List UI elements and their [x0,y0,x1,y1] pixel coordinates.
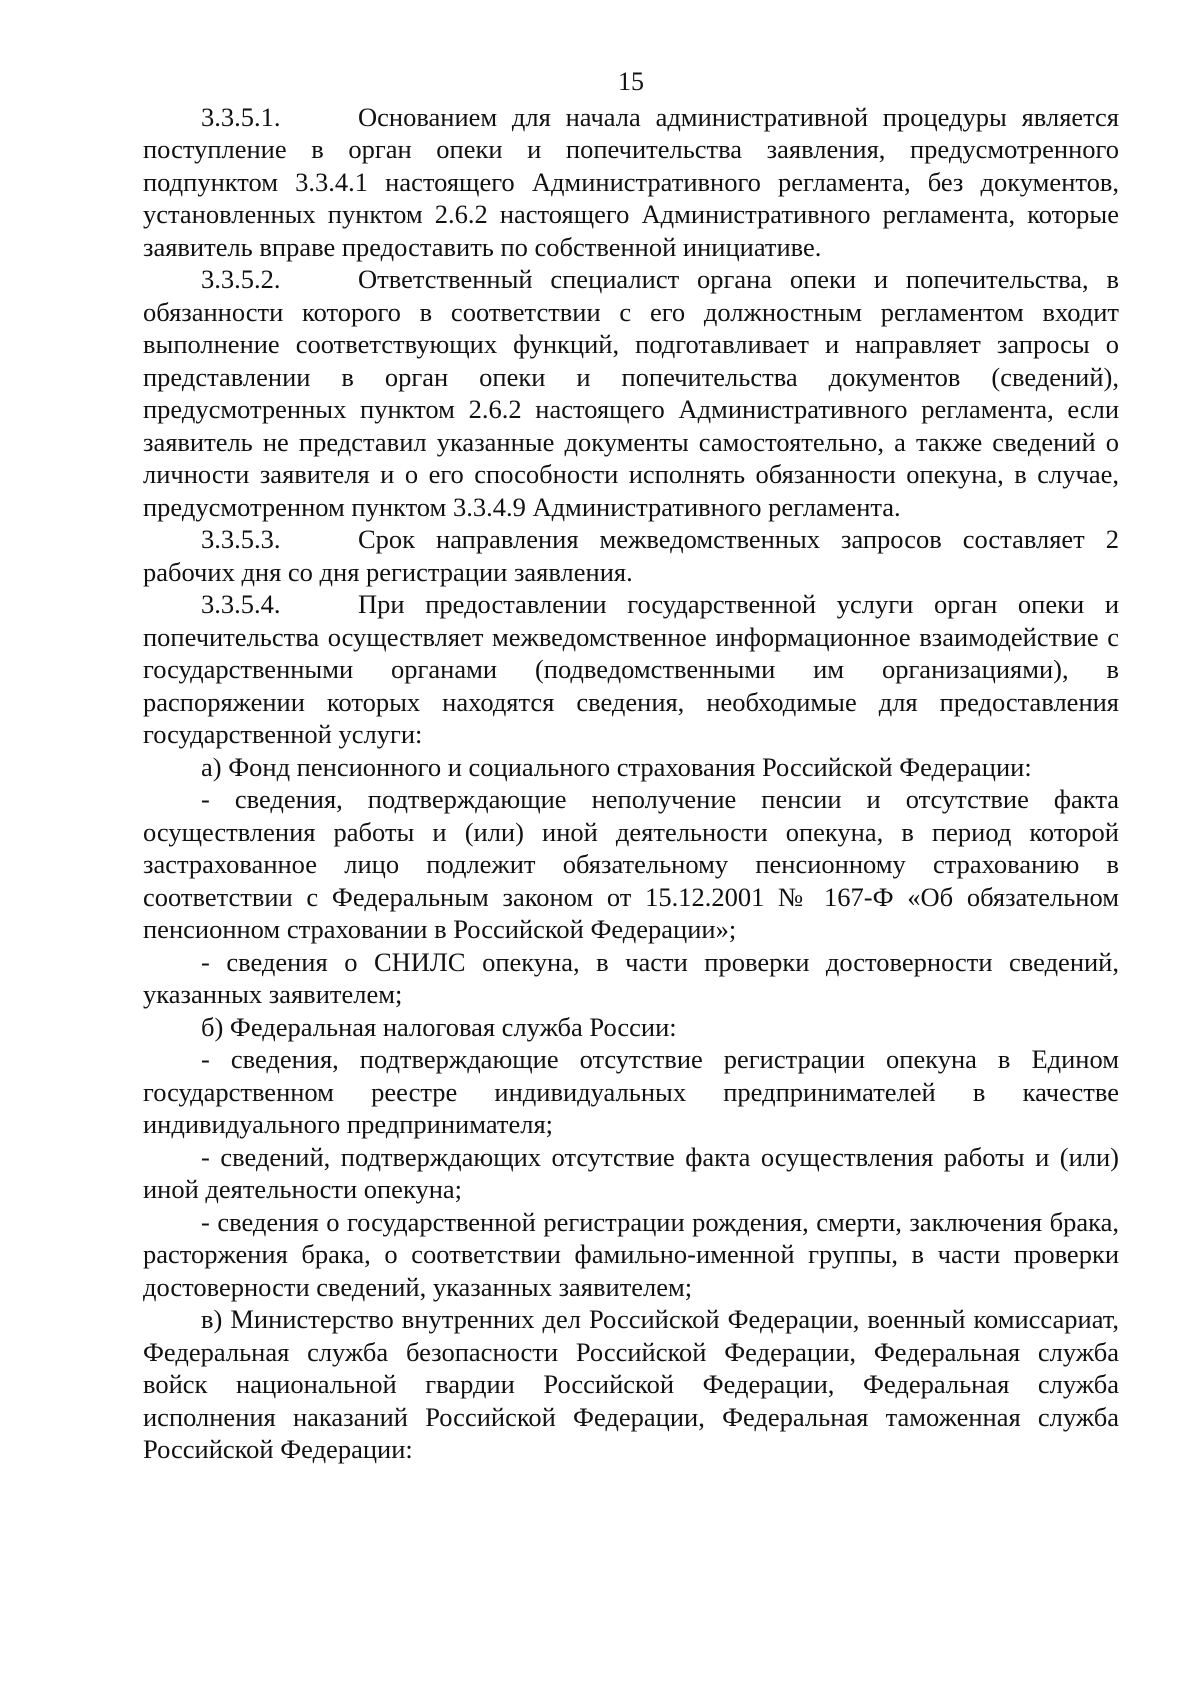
paragraph-3-3-5-3 [143,523,1119,588]
list-item: - сведения, подтверждающие неполучение пенсии и отсутствие факта осуществления работы и (или) иной деятельности опекуна, в период которой застрахованное лицо подлежит обязательному пенсионному страхованию в соответствии с Федеральным законом от 15.12.2001 № 167-Ф «Об обязательном пенсионном страховании в Российской Федерации»; [143,784,1119,944]
clause-number: 3.3.5.3. [201,524,281,554]
list-item: в) Министерство внутренних дел Российской Федерации, военный комиссариат, Федеральная служба безопасности Российской Федерации, Федеральная служба войск национальной гвардии Российской Федерации, Федеральная служба исполнения наказаний Российской Федерации, Федеральная таможенная служба Российской Федерации: [143,1304,1119,1464]
list-item: б) Федеральная налоговая служба России: [201,1011,677,1042]
paragraph-3-3-5-2 [143,263,1119,523]
paragraph-3-3-5-1 [143,101,1119,264]
list-item: - сведения, подтверждающие отсутствие регистрации опекуна в Едином государственном реестре индивидуальных предпринимателей в качестве индивидуального предпринимателя; [143,1044,1119,1139]
page-number: 15 [618,67,644,96]
clause-number: 3.3.5.1. [201,101,281,132]
paragraph-text: Срок направления межведомственных запросов составляет 2 рабочих дня со дня регистрации заявления. [143,524,1119,587]
document-page [143,66,1119,1466]
paragraph-text: Ответственный специалист органа опеки и попечительства, в обязанности которого в соответствии с его должностным регламентом входит выполнение соответствующих функций, подготавливает и направляет запросы о представлении в орган опеки и попечительства документов (сведений), предусмотренных пунктом 2.6.2 настоящего Административного регламента, если заявитель не представил указанные документы самостоятельно, а также сведений о личности заявителя и о его способности исполнять обязанности опекуна, в случае, предусмотренном пунктом 3.3.4.9 Административного регламента. [143,264,1119,522]
list-item: - сведений, подтверждающих отсутствие факта осуществления работы и (или) иной деятельности опекуна; [143,1141,1119,1204]
paragraph-3-3-5-4 [143,588,1119,751]
list-item: - сведения о государственной регистрации рождения, смерти, заключения брака, расторжения брака, о соответствии фамильно-именной группы, в части проверки достоверности сведений, указанных заявителем; [143,1206,1119,1302]
list-item: а) Фонд пенсионного и социального страхования Российской Федерации: [201,751,1032,782]
paragraph-text: При предоставлении государственной услуги орган опеки и попечительства осуществляет межведомственное информационное взаимодействие с государственными органами (подведомственными им организациями), в распоряжении которых находятся сведения, необходимые для предоставления государственной услуги: [143,589,1119,749]
clause-number: 3.3.5.4. [201,589,281,619]
paragraph-text: Основанием для начала административной процедуры является поступление в орган опеки и попечительства заявления, предусмотренного подпунктом 3.3.4.1 настоящего Административного регламента, без документов, установленных пунктом 2.6.2 настоящего Административного регламента, которые заявитель вправе предоставить по собственной инициативе. [143,101,1119,262]
list-item: - сведения о СНИЛС опекуна, в части проверки достоверности сведений, указанных заявителем; [143,946,1119,1009]
clause-number: 3.3.5.2. [201,264,281,294]
